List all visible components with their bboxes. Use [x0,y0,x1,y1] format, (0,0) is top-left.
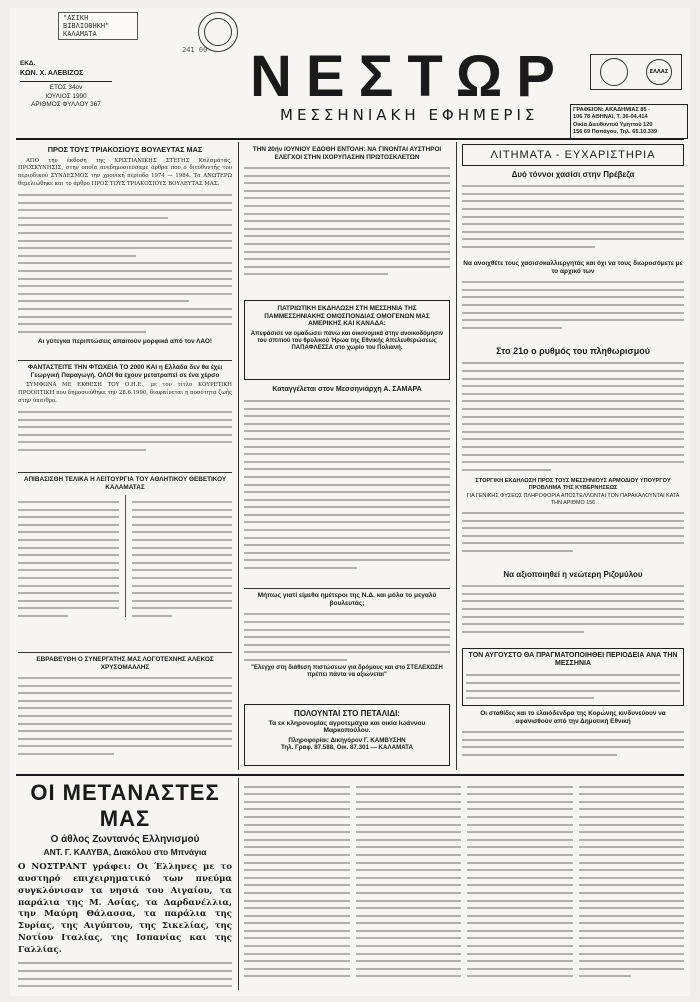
masthead-rule [16,138,684,140]
patriotic-subhead: Απεφάσισε να ομαδώσει πάνω και οικονομικά στην ανοικοδόμησιν του σπιτιού του θρυλικού Ήρωα της Εθνικής Απελευθερώσεως ΠΑΠΑΦΛΕΣΣΑ στο χωρίο του Πολιανή. [250,331,444,352]
sale-headline: ΠΟΛΟΥΝΤΑΙ ΣΤΟ ΠΕΤΑΛΙΔΙ: [294,709,400,718]
hashish-article [462,170,684,258]
column-divider [456,142,457,770]
text-lines [18,194,232,333]
petitions-headline: ΛΙΤΗΜΑΤΑ - ΕΥΧΑΡΙΣΤΗΡΙΑ [490,149,656,161]
deputies-article [18,146,232,356]
bottom-rule [16,774,684,776]
text-lines [18,962,232,987]
text-lines [244,613,450,661]
emigrants-continued [244,780,684,990]
issue-number: ΑΡΙΘΜΟΣ ΦΥΛΛΟΥ 367 [31,101,101,109]
text-lines [462,362,684,470]
inflation-article [462,346,684,474]
august-headline: ΤΟΝ ΑΥΓΟΥΣΤΟ ΘΑ ΠΡΑΓΜΑΤΟΠΟΙΗΘΕΙ ΠΕΡΙΟΔΕΙΑ ΑΝΑ ΤΗΝ ΜΕΣΣΗΝΙΑ [468,652,678,668]
text-lines [462,281,684,329]
ordinance-headline: ΓΙΑ ΓΕΝΙΚΗΣ ΦΥΣΕΩΣ ΠΛΗΡΟΦΟΡΙΑ ΑΠΟΣΤΕΛΛΟΝΤΑΙ ΤΟΝ ΠΑΡΑΚΑΛΟΥΝΤΑΙ ΚΑΤΑ ΤΗΝ ΑΡΙΘΜΟ 156 [466,493,680,506]
section-rule [18,472,232,473]
text-column [467,780,573,990]
august-box [462,648,684,706]
deputies-slogan: Αι γύτεγκα περιπτώσεις απαιτούν μορφικά από τον ΛΑΟ! [38,337,212,345]
address-line: Οικία Διευθυντού Υμηττού 120 [573,121,653,128]
column-divider [238,142,239,770]
section-rule [18,360,232,361]
deputies-body: ΑΠΟ την έκδοση της ΧΡΙΣΤΙΑΝΙΚΗΣ ΣΤΕΓΗΣ Καλαμάτας, ΠΡΟΣΚΥΝΗΣΙΣ, στην οποία ανεδημοσιεύσαμε άρθρα που ο διευθυντής του περιοδικού ΣΥΝΔΕΣΜΟΣ την χρονική περίοδο 1974 — 1984. Τα ΑΝΩΤΕΡΩ θεμελιώθηκε και το άρθρο ΠΡΟΣ ΤΟΥΣ ΤΡΙΑΚΟΣΙΟΥΣ ΒΟΥΛΕΥΤΑΣ ΜΑΣ. [18,157,232,187]
patriotic-headline: ΠΑΤΡΙΩΤΙΚΗ ΕΚΔΗΛΩΣΗ ΣΤΗ ΜΕΣΣΗΝΙΑ ΤΗΣ ΠΑΜΜΕΣΣΗΝΙΑΚΗΣ ΟΜΟΣΠΟΝΔΙΑΣ ΟΜΟΓΕΝΩΝ ΜΑΣ ΑΜΕΡΙΚΗΣ ΚΑΙ ΚΑΝΑΔΑ: [264,305,430,328]
sale-contact: Πληροφορίαι: Δικηγόρον Γ. ΚΑΜΒΥΣΗΝ [288,737,406,744]
office-address [570,104,688,139]
publisher-name: ΚΩΝ. Χ. ΑΛΕΒΙΖΟΣ [20,69,84,77]
samara-headline: Καταγγέλεται στον Μεσσηνιάρχη Α. ΣΑΜΑΡΑ [272,386,422,393]
newspaper-subtitle: ΜΕΣΣΗΝΙΑΚΗ ΕΦΗΜΕΡΙΣ [280,106,539,124]
ministry-headline: ΣΤΟΡΓΙΚΗ ΕΚΔΗΛΩΣΗ ΠΡΟΣ ΤΟΥΣ ΜΕΣΣΗΝΙΟΥΣ ΑΡΜΟΔΙΟΥ ΥΠΟΥΡΓΟΥ ΠΡΟΒΛΗΜΑ ΤΗΣ ΚΥΒΕΡΝΗΣΕΩΣ [475,478,671,491]
fantasy-headline: ΦΑΝΤΑΣΤΕΙΤΕ ΤΗΝ ΦΤΩΧΕΙΑ ΤΟ 2000 ΚΑΙ η Ελλάδα δεν θα έχει Γεωργική Παραγωγή. ΟΛΟΙ θα έχουν μετατραπεί σε ένα χέρσο [27,364,223,379]
year: ΕΤΟΣ 34ον [49,84,83,92]
fantasy-article [18,364,232,468]
emigrants-article [18,780,232,990]
section-rule [244,588,450,589]
address-line: 106 78 ΑΘΗΝΑΙ, Τ. 36-04.414 [573,114,648,121]
text-lines [18,411,232,451]
text-lines [132,495,233,617]
text-lines [462,731,684,756]
collab-headline: ΕΒΡΑΒΕΥΘΗ Ο ΣΥΝΕΡΓΑΤΗΣ ΜΑΣ ΛΟΓΟΤΕΧΝΗΣ ΑΛΕΚΟΣ ΧΡΥΣΟΜΑΛΛΗΣ [36,656,214,671]
hellenic-post-icon [646,59,672,85]
sale-box [244,704,450,766]
collab-article [18,656,232,768]
school-article [18,476,232,646]
newspaper-title: ΝΕΣΤΩΡ [250,44,569,109]
patriotic-box [244,300,450,380]
sumo-article [462,260,684,342]
text-lines [466,674,680,699]
fantasy-body: ΣΥΜΦΩΝΑ ΜΕ ΕΚΘΕΣΗ ΤΟΥ Ο.Η.Ε., με τον τίτλο ΚΟΥΡΕΤΙΚΗ ΠΡΟΟΠΤΙΚΗ που δημοσιεύθηκε την 28.6.1990, διαφαίνεται η ποσότητα ζωής στην ύπαιθρο. [18,382,232,404]
date: ΙΟΥΛΙΟΣ 1990 [45,92,87,100]
petitions-banner [462,144,684,166]
library-stamp-line2: ΚΑΛΑΜΑΤΑ [63,30,97,38]
hashish-headline: Δυό τόννοι χασίσι στην Πρέβεζα [511,170,635,179]
station-article [462,710,684,770]
column-divider [238,778,239,990]
address-line: ΓΡΑΦΕΙΟΝ: ΑΚΑΔΗΜΙΑΣ 85 - [573,107,651,113]
text-column [356,780,462,990]
inflation-headline: Στο 21ο ο ρυθμός του πληθωρισμού [496,346,650,356]
masthead-info [20,60,112,110]
emigrants-subhead: Ο άθλος Ζωντανός Ελληνισμού [50,834,200,845]
post-stamp-label: ΕΛΛΑΣ [649,69,669,75]
text-lines [462,585,684,633]
nd-article [244,592,450,688]
text-lines [462,185,684,248]
emigrants-headline: ΟΙ ΜΕΤΑΝΑΣΤΕΣ ΜΑΣ [30,780,220,831]
sumo-headline: Να ανοιχθέτε τους χασισοκαλλιεργητάς και όχι να τους διωροσόμετε με το αρχικό των [463,260,683,275]
roads-headline: "Ελεγχο στη διάθεση πιστώσεων για δρόμους και στο ΣΤΕΛΕΧΩΣΗ πρέπει πάντα να αξιώνεται" [251,664,443,679]
text-column [244,780,350,990]
ministry-article [462,478,684,568]
text-lines [244,167,450,275]
emigrants-body: Ο ΝΟΣΤΡΑΝΤ γράφει: Οι Έλληνες με το αυστηρό επιχειρηματικό των πνεύμα συγκλόνισαν τα νησιά του Αιγαίου, τα παράλια της Μ. Ασίας, τα Δαρδανέλλια, την Μαύρη Θάλασσα, τα παράλια της Συρίας, της Αιγύπτου, της Σικελίας, της Νοτίου Ιταλίας, της Ισπανίας και της Γαλλίας. [18,862,232,956]
june-article [244,146,450,296]
newborn-headline: Να αξιοποιηθεί η νεώτερη Ριζομύλου [503,570,643,579]
sale-text: Τα εκ κληρονομίας αγροτεμάχια και οικία Ιωάννου Μαρκοπούλου. [268,720,426,734]
newspaper-page [10,8,690,996]
text-lines [18,677,232,755]
samara-article [244,384,450,584]
june-headline: ΤΗΝ 20ήν ΙΟΥΝΙΟΥ ΕΔΟΘΗ ΕΝΤΟΛΗ: ΝΑ ΓΙΝΟΝΤΑΙ ΑΥΣΤΗΡΟΙ ΕΛΕΓΧΟΙ ΣΤΗΝ ΙΧΟΡΥΠΑΣΗΝ ΠΡΩΤΟΣΚΛΕΤΩΝ [252,146,442,161]
text-lines [18,495,119,617]
address-line: 156 69 Παπάγου, Τηλ. 65.10.339 [573,128,658,135]
section-rule [18,652,232,653]
publisher-label: ΕΚΔ. [20,60,36,67]
library-stamp-line1: "ΑΣΙΚΗ ΒΙΒΛΙΟΘΗΚΗ" [63,14,110,30]
station-headline: Οι σταθίδες και το ελαιόδενδρα της Κορώνης κινδυνεύουν να αφανισθούν από την Δημοτική Εθνική [480,710,666,725]
nd-headline: Μήπως γιατί είμεθα ημέτεροι της Ν.Δ. και μόλα το μεγαλύ βουλευτάς; [257,592,437,607]
library-stamp [58,12,138,40]
text-column [579,780,685,990]
postage-stamp [590,54,682,90]
newborn-article [462,570,684,644]
stamp-number: 241 00 [182,46,208,54]
sale-phone: Τηλ. Γραφ. 87.588, Οικ. 87.301 — ΚΑΛΑΜΑΤΑ [281,744,413,751]
text-lines [462,512,684,552]
deputies-headline: ΠΡΟΣ ΤΟΥΣ ΤΡΙΑΚΟΣΙΟΥΣ ΒΟΥΛΕΥΤΑΣ ΜΑΣ [47,146,203,154]
emigrants-author: ΑΝΤ. Γ. ΚΑΛΥΒΑ, Διακόλου στο Μπνάγια [43,847,207,857]
postmark-icon [600,58,628,86]
text-lines [244,400,450,569]
school-headline: ΑΠΙΒΑΣΙΣΘΗ ΤΕΛΙΚΑ Η ΛΕΙΤΟΥΡΓΙΑ ΤΟΥ ΑΘΛΗΤΙΚΟΥ ΘΕΒΕΤΙΚΟΥ ΚΑΛΑΜΑΤΑΣ [23,476,227,491]
